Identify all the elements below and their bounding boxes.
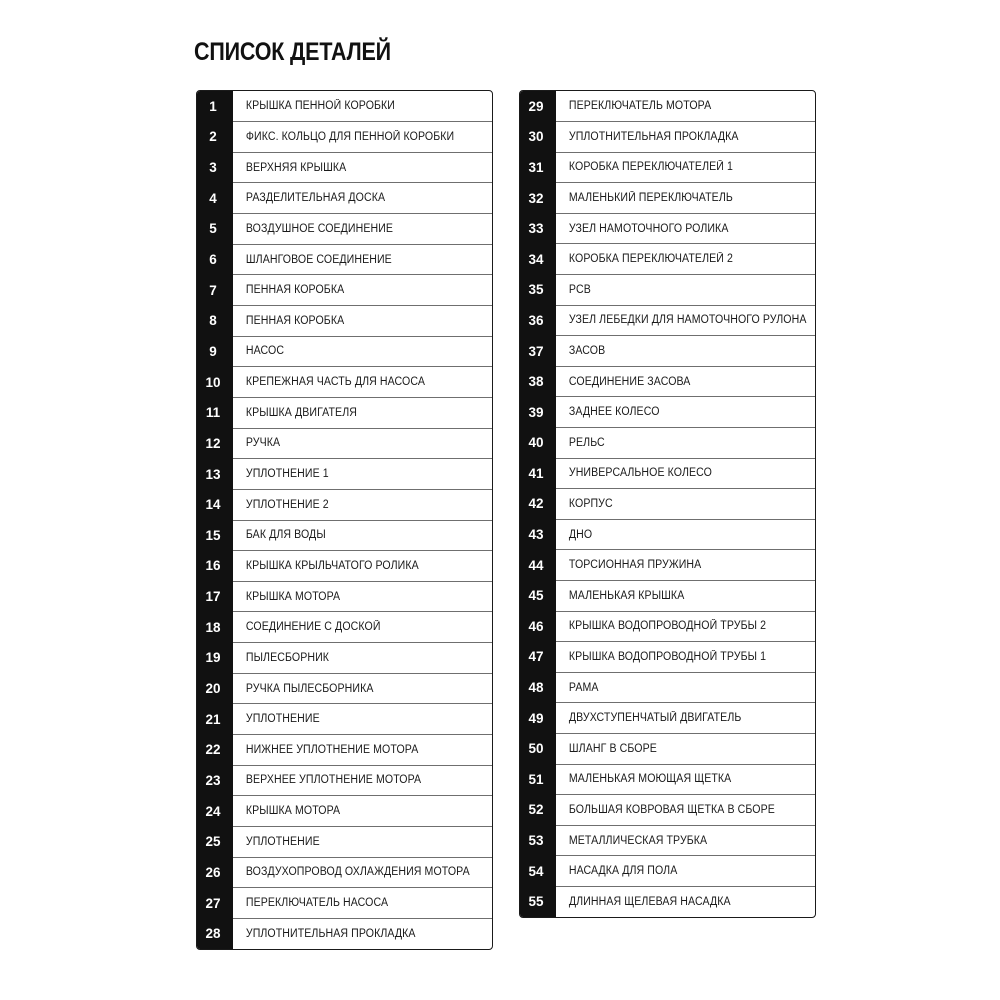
part-name: КРЫШКА КРЫЛЬЧАТОГО РОЛИКА bbox=[245, 559, 419, 572]
parts-row bbox=[197, 888, 492, 919]
part-number: 39 bbox=[528, 404, 544, 420]
parts-row bbox=[197, 244, 492, 275]
part-name: КРЫШКА МОТОРА bbox=[245, 805, 341, 818]
part-number: 1 bbox=[209, 98, 217, 114]
parts-row bbox=[520, 458, 815, 489]
part-name: КРЫШКА ВОДОПРОВОДНОЙ ТРУБЫ 1 bbox=[568, 650, 767, 663]
parts-row bbox=[520, 122, 815, 153]
parts-row bbox=[197, 397, 492, 428]
parts-row bbox=[197, 796, 492, 827]
parts-row bbox=[520, 550, 815, 581]
parts-row bbox=[197, 826, 492, 857]
part-number: 35 bbox=[528, 282, 544, 298]
parts-row bbox=[197, 612, 492, 643]
parts-row bbox=[197, 918, 492, 949]
part-name: ПЕРЕКЛЮЧАТЕЛЬ НАСОСА bbox=[245, 897, 389, 910]
part-name: УЗЕЛ НАМОТОЧНОГО РОЛИКА bbox=[568, 222, 729, 235]
part-number: 47 bbox=[528, 649, 544, 665]
part-name: УНИВЕРСАЛЬНОЕ КОЛЕСО bbox=[568, 467, 712, 480]
parts-row bbox=[520, 580, 815, 611]
part-name: КОРОБКА ПЕРЕКЛЮЧАТЕЛЕЙ 2 bbox=[568, 253, 733, 266]
part-name: ЗАДНЕЕ КОЛЕСО bbox=[568, 406, 660, 419]
part-number: 22 bbox=[205, 742, 221, 758]
part-name: СОЕДИНЕНИЕ С ДОСКОЙ bbox=[245, 621, 381, 634]
parts-row bbox=[197, 643, 492, 674]
part-number: 42 bbox=[528, 496, 544, 512]
part-number: 24 bbox=[205, 803, 221, 819]
part-name: РЕЛЬС bbox=[568, 436, 605, 449]
parts-row bbox=[197, 489, 492, 520]
part-number: 52 bbox=[528, 802, 544, 818]
part-name: УПЛОТНИТЕЛЬНАЯ ПРОКЛАДКА bbox=[568, 130, 739, 143]
part-number: 41 bbox=[528, 465, 544, 481]
part-number: 25 bbox=[205, 834, 221, 850]
part-name: УПЛОТНЕНИЕ bbox=[245, 835, 320, 848]
part-name: ВЕРХНЕЕ УПЛОТНЕНИЕ МОТОРА bbox=[245, 774, 422, 787]
parts-row bbox=[197, 122, 492, 153]
parts-row bbox=[520, 183, 815, 214]
parts-row bbox=[520, 275, 815, 306]
part-number: 48 bbox=[528, 680, 544, 696]
part-number: 9 bbox=[209, 343, 217, 359]
parts-row bbox=[520, 795, 815, 826]
part-name: ЗАСОВ bbox=[568, 345, 606, 358]
part-number: 53 bbox=[528, 833, 544, 848]
part-number: 16 bbox=[205, 558, 221, 574]
part-name: КРЫШКА ДВИГАТЕЛЯ bbox=[245, 406, 357, 419]
part-number: 31 bbox=[528, 159, 544, 175]
parts-row bbox=[197, 673, 492, 704]
part-name: ДВУХСТУПЕНЧАТЫЙ ДВИГАТЕЛЬ bbox=[568, 712, 742, 725]
parts-row bbox=[197, 520, 492, 551]
part-name: НАСОС bbox=[245, 345, 285, 358]
parts-row bbox=[197, 214, 492, 245]
part-name: ВОЗДУШНОЕ СОЕДИНЕНИЕ bbox=[245, 222, 394, 235]
part-name: КРЫШКА ПЕННОЙ КОРОБКИ bbox=[245, 100, 396, 113]
part-name: УПЛОТНЕНИЕ 1 bbox=[245, 468, 329, 481]
part-number: 36 bbox=[528, 312, 544, 328]
part-number: 32 bbox=[528, 190, 544, 206]
part-number: 3 bbox=[209, 160, 217, 176]
part-name: ВЕРХНЯЯ КРЫШКА bbox=[245, 161, 347, 174]
parts-row bbox=[520, 611, 815, 642]
parts-row bbox=[520, 397, 815, 428]
part-number: 12 bbox=[205, 435, 221, 451]
parts-list-left bbox=[196, 90, 493, 950]
part-name: ФИКС. КОЛЬЦО ДЛЯ ПЕННОЙ КОРОБКИ bbox=[245, 130, 455, 143]
part-number: 37 bbox=[528, 343, 544, 359]
part-name: НИЖНЕЕ УПЛОТНЕНИЕ МОТОРА bbox=[245, 743, 419, 756]
part-name: УПЛОТНИТЕЛЬНАЯ ПРОКЛАДКА bbox=[245, 927, 416, 940]
part-name: БОЛЬШАЯ КОВРОВАЯ ЩЕТКА В СБОРЕ bbox=[568, 803, 775, 816]
part-name: СОЕДИНЕНИЕ ЗАСОВА bbox=[568, 375, 691, 388]
parts-row bbox=[197, 581, 492, 612]
part-name: РУЧКА bbox=[245, 437, 281, 450]
parts-row bbox=[520, 152, 815, 183]
part-number: 28 bbox=[205, 926, 221, 942]
parts-row bbox=[520, 856, 815, 887]
part-number: 27 bbox=[205, 895, 221, 911]
part-number: 20 bbox=[205, 681, 221, 697]
part-name: ПЕННАЯ КОРОБКА bbox=[245, 314, 345, 327]
part-name: ШЛАНГ В СБОРЕ bbox=[568, 742, 657, 755]
part-number: 50 bbox=[528, 741, 544, 757]
part-name: МАЛЕНЬКАЯ КРЫШКА bbox=[568, 589, 685, 602]
parts-rows-right bbox=[520, 91, 815, 917]
page-title: СПИСОК ДЕТАЛЕЙ bbox=[194, 38, 391, 66]
part-name: ШЛАНГОВОЕ СОЕДИНЕНИЕ bbox=[245, 253, 392, 266]
parts-row bbox=[520, 733, 815, 764]
part-number: 4 bbox=[209, 190, 217, 206]
part-name: ПЫЛЕСБОРНИК bbox=[245, 651, 330, 664]
part-number: 7 bbox=[209, 282, 217, 298]
part-number: 21 bbox=[205, 711, 221, 727]
part-number: 46 bbox=[528, 618, 544, 634]
part-number: 13 bbox=[205, 466, 221, 482]
part-name: КРЕПЕЖНАЯ ЧАСТЬ ДЛЯ НАСОСА bbox=[245, 376, 426, 389]
part-number: 17 bbox=[205, 589, 221, 605]
part-name: МЕТАЛЛИЧЕСКАЯ ТРУБКА bbox=[568, 834, 708, 847]
part-name: ВОЗДУХОПРОВОД ОХЛАЖДЕНИЯ МОТОРА bbox=[245, 866, 470, 879]
part-number: 45 bbox=[528, 588, 544, 604]
part-name: МАЛЕНЬКИЙ ПЕРЕКЛЮЧАТЕЛЬ bbox=[568, 192, 733, 205]
part-number: 26 bbox=[205, 864, 221, 880]
part-name: МАЛЕНЬКАЯ МОЮЩАЯ ЩЕТКА bbox=[568, 773, 732, 786]
parts-row bbox=[197, 152, 492, 183]
parts-row bbox=[197, 857, 492, 888]
parts-row bbox=[520, 825, 815, 856]
part-number: 29 bbox=[528, 98, 544, 114]
part-number: 51 bbox=[528, 771, 544, 787]
part-number: 14 bbox=[205, 497, 221, 513]
part-number: 8 bbox=[209, 313, 217, 329]
parts-row bbox=[197, 275, 492, 306]
parts-row bbox=[197, 336, 492, 367]
parts-row bbox=[520, 91, 815, 122]
part-name: РАМА bbox=[568, 681, 599, 694]
parts-row bbox=[520, 244, 815, 275]
part-number: 18 bbox=[205, 619, 221, 635]
part-number: 44 bbox=[528, 557, 544, 573]
part-number: 15 bbox=[205, 527, 221, 543]
part-name: УПЛОТНЕНИЕ bbox=[245, 713, 320, 726]
parts-row bbox=[197, 735, 492, 766]
part-number: 54 bbox=[528, 863, 544, 879]
part-number: 55 bbox=[528, 894, 544, 910]
part-number: 19 bbox=[205, 650, 221, 666]
part-name: РАЗДЕЛИТЕЛЬНАЯ ДОСКА bbox=[245, 192, 386, 205]
part-name: ПЕННАЯ КОРОБКА bbox=[245, 284, 345, 297]
parts-row bbox=[197, 306, 492, 337]
part-name: ДЛИННАЯ ЩЕЛЕВАЯ НАСАДКА bbox=[568, 895, 731, 908]
part-number: 38 bbox=[528, 374, 544, 390]
parts-row bbox=[520, 489, 815, 520]
part-number: 33 bbox=[528, 221, 544, 237]
part-name: КОРПУС bbox=[568, 497, 613, 510]
parts-row bbox=[520, 703, 815, 734]
parts-row bbox=[197, 367, 492, 398]
parts-row bbox=[197, 428, 492, 459]
part-number: 30 bbox=[528, 129, 544, 145]
parts-row bbox=[520, 642, 815, 673]
part-name: БАК ДЛЯ ВОДЫ bbox=[245, 529, 326, 542]
part-number: 34 bbox=[528, 251, 544, 267]
part-number: 6 bbox=[209, 252, 217, 268]
part-name: PCB bbox=[568, 283, 591, 296]
parts-row bbox=[197, 183, 492, 214]
parts-row bbox=[520, 213, 815, 244]
parts-row bbox=[520, 764, 815, 795]
parts-row bbox=[520, 519, 815, 550]
part-name: ТОРСИОННАЯ ПРУЖИНА bbox=[568, 559, 702, 572]
parts-row bbox=[197, 704, 492, 735]
part-number: 2 bbox=[209, 129, 217, 145]
parts-row bbox=[520, 366, 815, 397]
part-name: КРЫШКА МОТОРА bbox=[245, 590, 341, 603]
part-name: НАСАДКА ДЛЯ ПОЛА bbox=[568, 865, 678, 878]
parts-row bbox=[520, 886, 815, 917]
parts-row bbox=[520, 305, 815, 336]
parts-row bbox=[197, 765, 492, 796]
part-number: 40 bbox=[528, 435, 544, 451]
part-number: 23 bbox=[205, 772, 221, 788]
part-number: 11 bbox=[205, 405, 221, 421]
parts-row bbox=[520, 672, 815, 703]
parts-row bbox=[520, 336, 815, 367]
part-name: КОРОБКА ПЕРЕКЛЮЧАТЕЛЕЙ 1 bbox=[568, 161, 733, 174]
parts-rows-left bbox=[197, 91, 492, 949]
parts-row bbox=[197, 551, 492, 582]
parts-row bbox=[197, 91, 492, 122]
part-number: 10 bbox=[205, 374, 221, 390]
part-name: УПЛОТНЕНИЕ 2 bbox=[245, 498, 329, 511]
part-number: 49 bbox=[528, 710, 544, 726]
part-name: ПЕРЕКЛЮЧАТЕЛЬ МОТОРА bbox=[568, 100, 712, 113]
part-name: УЗЕЛ ЛЕБЕДКИ ДЛЯ НАМОТОЧНОГО РУЛОНА bbox=[568, 314, 807, 327]
part-number: 43 bbox=[528, 527, 544, 543]
part-name: РУЧКА ПЫЛЕСБОРНИКА bbox=[245, 682, 374, 695]
part-name: ДНО bbox=[568, 528, 593, 541]
parts-list-right bbox=[519, 90, 816, 918]
part-number: 5 bbox=[209, 221, 217, 237]
part-name: КРЫШКА ВОДОПРОВОДНОЙ ТРУБЫ 2 bbox=[568, 620, 767, 633]
parts-row bbox=[520, 428, 815, 459]
parts-row bbox=[197, 459, 492, 490]
